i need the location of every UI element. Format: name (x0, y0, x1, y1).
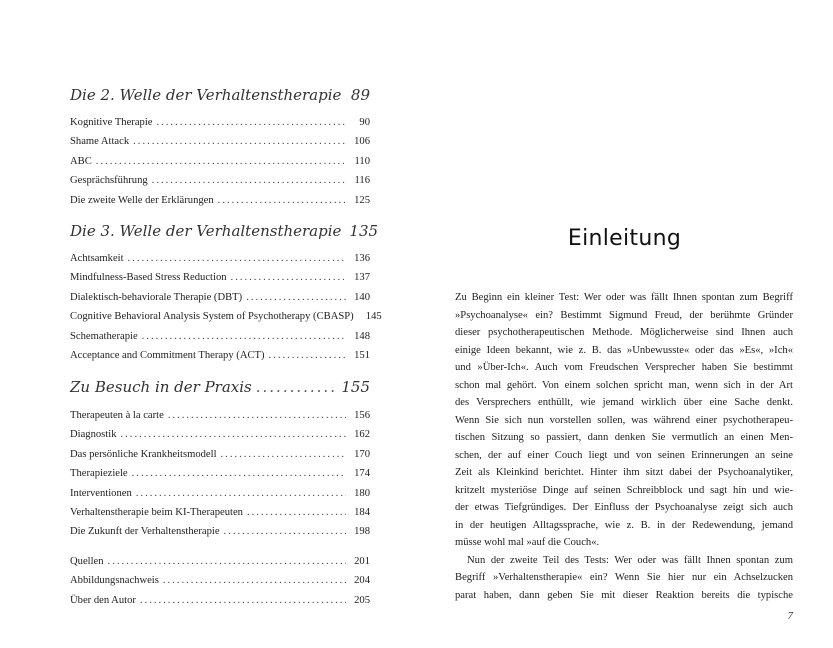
toc-section-title (70, 222, 379, 240)
toc-leader (136, 484, 346, 503)
body-line: des Versprechers enthüllt, wie jemand wirklich über eine Sache denkt. (455, 397, 793, 408)
toc-entry (70, 484, 370, 503)
toc-leader (221, 445, 346, 464)
toc-section-page: 89 (350, 86, 370, 104)
toc-entry-label: Abbildungsnachweis (70, 575, 159, 587)
toc-leader (218, 191, 346, 210)
body-line: müsse wohl mal »auf die Couch«. (455, 537, 600, 548)
toc-entry-page: 180 (354, 487, 370, 499)
toc-entry (70, 113, 370, 132)
toc-entry-page: 145 (365, 311, 382, 323)
chapter-title: Einleitung (567, 226, 682, 251)
toc-leader (247, 503, 346, 522)
toc-leader (96, 152, 346, 171)
toc-entry-label: Therapieziele (70, 468, 128, 480)
body-line: in der heutigen Alltagssprache, wie z. B. in der Redewendung, jemand (455, 519, 793, 531)
toc-entry (70, 152, 370, 171)
body-line: Wenn Sie sich nun vorstellen sollen, was während einer psychotherapeu- (455, 414, 793, 426)
toc-entry (70, 307, 382, 326)
toc-page (0, 0, 416, 648)
page-number: 7 (787, 610, 793, 622)
toc-entry-page: 148 (354, 330, 370, 342)
body-line: einige Ideen bekannt, wie z. B. das »Unbewusste« oder das »Es«, »Ich« (455, 344, 793, 356)
toc-entry-label: Kognitive Therapie (70, 117, 153, 128)
toc-entry (70, 552, 370, 571)
toc-entry-page: 204 (354, 575, 370, 587)
body-line: und »Über-Ich«. Auch vom Freudschen Versprecher haben Sie bestimmt (455, 362, 793, 373)
body-line: schen, der auf einer Couch liegt und von seinen Erinnerungen an seine (455, 449, 793, 461)
toc-section-title (70, 86, 370, 104)
toc-entry-page: 184 (354, 506, 370, 518)
body-line: Zu Beginn ein kleiner Test: Wer oder was fällt Ihnen spontan zum Begriff (455, 292, 793, 303)
toc-entry-label: Die Zukunft der Verhaltenstherapie (70, 526, 220, 538)
toc-entry (70, 425, 370, 444)
toc-leader (256, 378, 338, 396)
toc-section-page: 135 (349, 222, 379, 240)
toc-entry-page: 116 (354, 175, 370, 187)
toc-section-2 (70, 86, 370, 210)
toc-entry-page: 174 (354, 468, 370, 480)
toc-entry-label: Diagnostik (70, 429, 117, 441)
toc-entry-page: 156 (354, 410, 370, 421)
toc-entry (70, 191, 370, 210)
toc-section-3 (70, 222, 382, 365)
toc-entry-label: Achtsamkeit (70, 253, 124, 264)
toc-leader (128, 249, 346, 268)
toc-entry-page: 198 (354, 526, 370, 538)
body-line: der etwas Tiefgründiges. Der Einfluss der Psychoanalyse zeigt sich auch (455, 502, 793, 513)
toc-entry (70, 288, 370, 307)
body-line: Zeit als Kleinkind berichtet. Hinter ihm sitzt dabei der Psychoanalytiker, (455, 467, 793, 478)
toc-entry-page: 125 (354, 194, 370, 206)
toc-entry-page: 106 (354, 136, 370, 148)
toc-section-title-text: Zu Besuch in der Praxis (70, 378, 252, 396)
toc-entry-label: Acceptance and Commitment Therapy (ACT) (70, 349, 265, 361)
body-line: schon mal gehört. Von einem solchen spricht man, wenn sich in der Art (455, 379, 793, 391)
toc-leader (224, 522, 346, 541)
toc-entry-page: 205 (354, 594, 370, 606)
chapter-body (455, 289, 793, 604)
toc-leader (152, 171, 346, 190)
toc-entry-page: 201 (354, 555, 370, 567)
toc-entry-page: 162 (354, 429, 370, 441)
body-line: »Psychoanalyse« ein? Bestimmt Sigmund Freud, der berühmte Gründer (455, 309, 793, 321)
toc-entry (70, 268, 370, 287)
toc-entry-page: 137 (354, 272, 370, 284)
toc-section-page: 155 (341, 378, 370, 396)
toc-entry (70, 249, 370, 268)
body-line: tischen Sitzung so passiert, dann denken Sie vermutlich an einen Men- (455, 432, 793, 443)
toc-entry-page: 136 (354, 253, 370, 264)
toc-entry-label: Über den Autor (70, 594, 136, 606)
toc-entry-label: Die zweite Welle der Erklärungen (70, 194, 214, 206)
toc-section-title-text: Die 2. Welle der Verhaltenstherapie (70, 86, 342, 104)
toc-leader (133, 132, 346, 151)
toc-entry-label: Das persönliche Krankheitsmodell (70, 448, 217, 460)
toc-entry (70, 171, 370, 190)
toc-entry-label: Dialektisch-behaviorale Therapie (DBT) (70, 291, 243, 303)
toc-entry-label: Shame Attack (70, 136, 130, 148)
body-line: Nun der zweite Teil des Tests: Wer oder was fällt Ihnen spontan zum (467, 554, 793, 566)
toc-entry-page: 140 (354, 291, 370, 303)
body-line: parat haben, dann geben Sie mit dieser Reaktion bereits die typische (455, 589, 793, 601)
toc-entry-page: 170 (354, 448, 370, 460)
toc-entry-label: Quellen (70, 555, 104, 567)
toc-entry-label: Schematherapie (70, 330, 138, 342)
toc-leader (246, 288, 346, 307)
toc-entry-page: 110 (354, 155, 370, 167)
toc-entry (70, 346, 370, 365)
toc-entry-label: Cognitive Behavioral Analysis System of Psychotherapy (CBASP) (70, 311, 354, 323)
toc-entry (70, 571, 370, 590)
toc-leader (132, 464, 346, 483)
body-line: Begriff »Verhaltenstherapie« ein? Wenn Sie hier nur ein Achselzucken (455, 572, 793, 583)
toc-leader (140, 591, 346, 610)
toc-entry (70, 522, 370, 541)
toc-leader (156, 113, 346, 132)
toc-entry (70, 132, 370, 151)
body-line: kritzelt mysteriöse Dinge auf seinen Schreibblock und sagt hin und wie- (455, 484, 793, 496)
toc-entry-label: Verhaltenstherapie beim KI-Therapeuten (70, 506, 243, 518)
toc-entry-page: 90 (359, 117, 370, 128)
toc-entry-label: Gesprächsführung (70, 175, 148, 187)
toc-entry-label: Interventionen (70, 487, 132, 499)
toc-entry-page: 151 (354, 349, 370, 361)
toc-entry (70, 464, 370, 483)
toc-entry-label: Mindfulness-Based Stress Reduction (70, 272, 227, 284)
toc-leader (231, 268, 346, 287)
toc-entry (70, 591, 370, 610)
toc-entry (70, 503, 370, 522)
body-line: dieser psychotherapeutischen Methode. Möglicherweise sind Ihnen auch (455, 327, 793, 338)
toc-leader (345, 86, 347, 104)
toc-leader (163, 571, 346, 590)
toc-entry (70, 327, 370, 346)
toc-leader (142, 327, 346, 346)
toc-entry (70, 445, 370, 464)
toc-entry-label: ABC (70, 155, 92, 167)
toc-entry-label: Therapeuten à la carte (70, 410, 164, 421)
toc-leader (108, 552, 346, 571)
toc-section-title-text: Die 3. Welle der Verhaltenstherapie (70, 222, 342, 240)
toc-section-title (70, 378, 370, 396)
toc-section-praxis (70, 378, 370, 610)
toc-leader (269, 346, 346, 365)
toc-leader (168, 406, 346, 425)
toc-leader (121, 425, 347, 444)
chapter-page (416, 0, 833, 648)
toc-entry (70, 406, 370, 425)
